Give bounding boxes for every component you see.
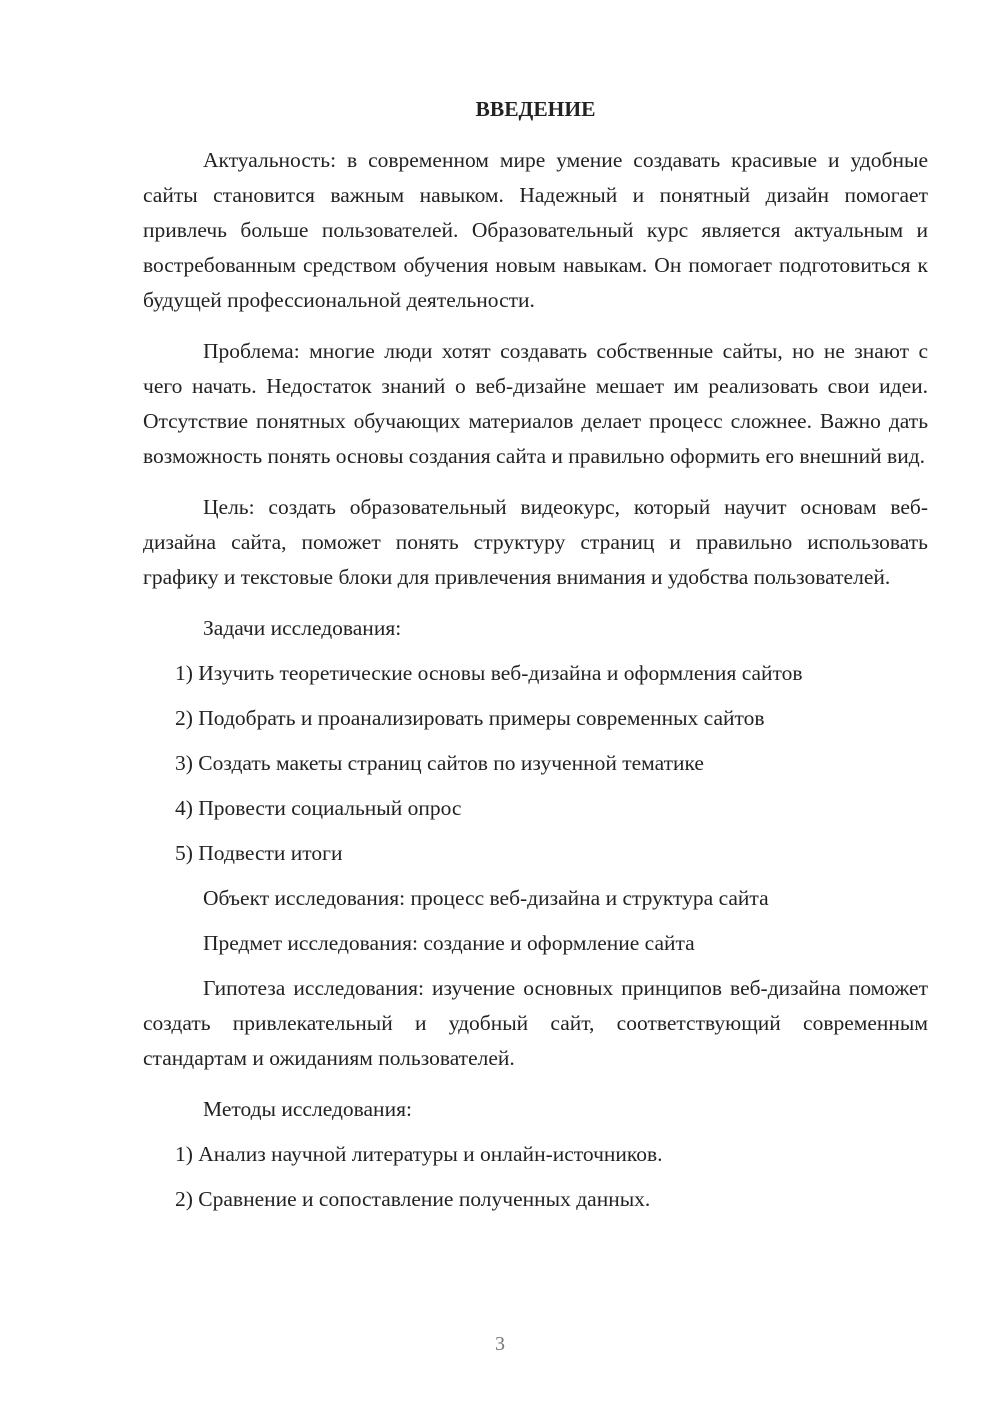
method-item: 2) Сравнение и сопоставление полученных данных. xyxy=(175,1187,651,1211)
page-content xyxy=(143,91,928,1227)
relevance-paragraph: Актуальность: в современном мире умение создавать красивые и удобные сайты становится важным навыком. Надежный и понятный дизайн помогает привлечь больше пользователей. Образовательный курс является актуальным и востребованным средством обучения новым навыкам. Он помогает подготовиться к будущей профессиональной деятельности. xyxy=(143,148,928,312)
task-item: 3) Создать макеты страниц сайтов по изученной тематике xyxy=(175,751,704,775)
research-object: Объект исследования: процесс веб-дизайна и структура сайта xyxy=(203,886,769,910)
hypothesis-paragraph: Гипотеза исследования: изучение основных принципов веб-дизайна поможет создать привлекательный и удобный сайт, соответствующий современным стандартам и ожиданиям пользователей. xyxy=(143,976,928,1070)
task-item: 2) Подобрать и проанализировать примеры современных сайтов xyxy=(175,706,765,730)
problem-paragraph: Проблема: многие люди хотят создавать собственные сайты, но не знают с чего начать. Недостаток знаний о веб-дизайне мешает им реализовать свои идеи. Отсутствие понятных обучающих материалов делает процесс сложнее. Важно дать возможность понять основы создания сайта и правильно оформить его внешний вид. xyxy=(143,339,928,468)
page-title: ВВЕДЕНИЕ xyxy=(475,97,596,121)
tasks-heading: Задачи исследования: xyxy=(203,616,402,640)
task-item: 5) Подвести итоги xyxy=(175,841,343,865)
methods-heading: Методы исследования: xyxy=(203,1097,412,1121)
research-subject: Предмет исследования: создание и оформление сайта xyxy=(203,931,695,955)
method-item: 1) Анализ научной литературы и онлайн-источников. xyxy=(175,1142,663,1166)
task-item: 1) Изучить теоретические основы веб-дизайна и оформления сайтов xyxy=(175,661,803,685)
task-item: 4) Провести социальный опрос xyxy=(175,796,462,820)
goal-paragraph: Цель: создать образовательный видеокурс, который научит основам веб-дизайна сайта, поможет понять структуру страниц и правильно использовать графику и текстовые блоки для привлечения внимания и удобства пользователей. xyxy=(143,495,928,589)
page-number: 3 xyxy=(495,1333,505,1355)
